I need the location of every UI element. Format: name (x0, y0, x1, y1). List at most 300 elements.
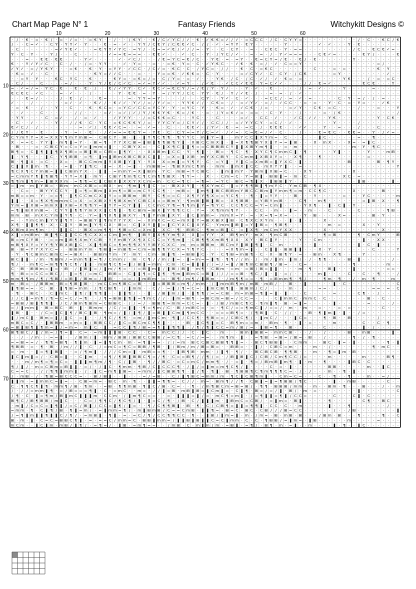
stitch-symbol: · (56, 81, 57, 86)
stitch-symbol: · (319, 120, 320, 125)
stitch-symbol: / (168, 90, 170, 95)
stitch-symbol: / (256, 256, 258, 261)
stitch-symbol: · (90, 95, 91, 100)
stitch-symbol: / (70, 61, 72, 66)
stitch-symbol: = (250, 130, 253, 135)
stitch-symbol: Y (89, 237, 92, 242)
stitch-symbol: / (36, 281, 38, 286)
stitch-symbol: = (21, 232, 24, 237)
stitch-symbol: ✓ (30, 120, 33, 125)
stitch-symbol: = (289, 105, 292, 110)
stitch-symbol: / (61, 325, 63, 330)
stitch-symbol: Y (119, 173, 122, 178)
stitch-symbol: / (41, 105, 43, 110)
stitch-symbol: · (241, 37, 242, 42)
stitch-symbol: C (177, 56, 180, 61)
stitch-symbol: C (70, 105, 73, 110)
stitch-symbol: · (339, 120, 340, 125)
stitch-symbol: · (358, 212, 359, 217)
stitch-symbol: · (95, 95, 96, 100)
stitch-symbol: ⊞ (16, 193, 19, 198)
stitch-symbol: m (147, 295, 151, 300)
stitch-symbol: Y (94, 217, 97, 222)
stitch-symbol: · (378, 310, 379, 315)
stitch-symbol: · (85, 120, 86, 125)
stitch-symbol: = (25, 247, 28, 252)
stitch-symbol: Y (148, 188, 151, 193)
stitch-symbol: = (35, 242, 38, 247)
stitch-symbol: ¶ (206, 227, 208, 232)
stitch-symbol: ⊞ (348, 256, 351, 261)
stitch-symbol: m (74, 320, 78, 325)
stitch-symbol: C (177, 37, 180, 42)
stitch-symbol: C (270, 315, 273, 320)
stitch-symbol: = (260, 51, 263, 56)
stitch-symbol: m (157, 305, 161, 310)
stitch-symbol: · (197, 183, 198, 188)
stitch-symbol: · (75, 81, 76, 86)
stitch-symbol: ¶ (167, 134, 169, 139)
stitch-symbol: = (104, 144, 107, 149)
stitch-symbol: · (353, 237, 354, 242)
stitch-symbol: Y (182, 86, 185, 91)
stitch-symbol: m (177, 295, 181, 300)
stitch-symbol: Y (275, 237, 278, 242)
stitch-symbol: ¶ (11, 271, 13, 276)
stitch-symbol: · (75, 227, 76, 232)
stitch-symbol: · (319, 76, 320, 81)
stitch-symbol: · (148, 281, 149, 286)
stitch-symbol: / (114, 315, 116, 320)
stitch-symbol: € (99, 95, 102, 100)
stitch-symbol: ⊞ (113, 295, 116, 300)
stitch-symbol: m (220, 266, 224, 271)
stitch-symbol: · (217, 232, 218, 237)
stitch-symbol: · (300, 134, 301, 139)
stitch-symbol: C (328, 208, 331, 213)
stitch-symbol: Y (211, 86, 214, 91)
stitch-symbol: · (80, 37, 81, 42)
stitch-symbol: ⊞ (89, 305, 92, 310)
stitch-symbol: = (250, 325, 253, 330)
stitch-symbol: ¶ (177, 232, 179, 237)
stitch-symbol: · (383, 90, 384, 95)
stitch-symbol: ❚ (152, 227, 155, 232)
stitch-symbol: ❚ (118, 149, 121, 154)
stitch-symbol: · (80, 61, 81, 66)
stitch-symbol: X (362, 222, 365, 227)
stitch-symbol: ❚ (99, 217, 102, 222)
stitch-symbol: C (36, 271, 39, 276)
stitch-symbol: · (90, 100, 91, 105)
stitch-symbol: = (11, 208, 14, 213)
stitch-symbol: · (178, 105, 179, 110)
stitch-symbol: € (216, 90, 219, 95)
stitch-symbol: ⊞ (69, 305, 72, 310)
stitch-symbol: · (392, 164, 393, 169)
stitch-symbol: = (40, 178, 43, 183)
stitch-symbol: € (172, 66, 175, 71)
stitch-symbol: · (95, 56, 96, 61)
stitch-symbol: Y (275, 183, 278, 188)
stitch-symbol: · (95, 130, 96, 135)
stitch-symbol: ❚ (299, 320, 302, 325)
stitch-symbol: ❚ (182, 154, 185, 159)
stitch-symbol: · (388, 164, 389, 169)
stitch-symbol: ❚ (274, 291, 277, 296)
stitch-symbol: · (285, 183, 286, 188)
stitch-symbol: · (61, 66, 62, 71)
stitch-symbol: m (299, 188, 303, 193)
stitch-symbol: · (329, 95, 330, 100)
stitch-symbol: m (177, 310, 181, 315)
stitch-symbol: ¶ (123, 315, 125, 320)
stitch-symbol: X (128, 178, 131, 183)
stitch-symbol: C (172, 247, 175, 252)
stitch-symbol: / (378, 291, 380, 296)
stitch-symbol: · (397, 266, 398, 271)
stitch-symbol: Y (187, 149, 190, 154)
stitch-symbol: = (79, 295, 82, 300)
stitch-symbol: · (173, 320, 174, 325)
stitch-symbol: · (388, 242, 389, 247)
stitch-symbol: · (334, 81, 335, 86)
stitch-symbol: · (334, 139, 335, 144)
stitch-symbol: C (289, 100, 292, 105)
stitch-symbol: · (261, 95, 262, 100)
stitch-symbol: C (260, 252, 263, 257)
stitch-symbol: · (353, 242, 354, 247)
stitch-symbol: ❚ (304, 281, 307, 286)
stitch-symbol: ❚ (84, 173, 87, 178)
stitch-symbol: ❚ (35, 330, 38, 335)
stitch-symbol: = (65, 164, 68, 169)
stitch-symbol: ⊞ (21, 281, 24, 286)
stitch-symbol: ❚ (147, 291, 150, 296)
stitch-symbol: · (353, 271, 354, 276)
stitch-symbol: = (79, 217, 82, 222)
stitch-symbol: = (245, 37, 248, 42)
stitch-symbol: · (353, 120, 354, 125)
stitch-symbol: m (186, 164, 190, 169)
stitch-symbol: · (100, 90, 101, 95)
stitch-symbol: ⊞ (11, 330, 14, 335)
stitch-symbol: C (221, 173, 224, 178)
stitch-symbol: ¶ (65, 134, 67, 139)
stitch-symbol: C (128, 330, 131, 335)
stitch-symbol: ❚ (21, 164, 24, 169)
stitch-symbol: · (222, 81, 223, 86)
stitch-symbol: m (152, 266, 156, 271)
stitch-symbol: C (358, 208, 361, 213)
stitch-symbol: ¶ (138, 310, 140, 315)
stitch-symbol: · (109, 115, 110, 120)
stitch-symbol: = (216, 178, 219, 183)
stitch-symbol: · (373, 76, 374, 81)
stitch-symbol: · (163, 178, 164, 183)
stitch-symbol: ⊞ (250, 266, 253, 271)
stitch-symbol: · (246, 212, 247, 217)
stitch-symbol: · (295, 76, 296, 81)
stitch-symbol: ⊞ (245, 242, 248, 247)
stitch-symbol: ❚ (299, 300, 302, 305)
stitch-symbol: = (147, 120, 150, 125)
stitch-symbol: m (69, 325, 73, 330)
stitch-symbol: = (191, 130, 194, 135)
stitch-symbol: · (378, 100, 379, 105)
stitch-symbol: = (235, 183, 238, 188)
stitch-symbol: ❚ (357, 178, 360, 183)
stitch-symbol: / (358, 105, 360, 110)
stitch-symbol: m (259, 144, 263, 149)
stitch-symbol: ⊞ (55, 256, 58, 261)
stitch-symbol: ¶ (236, 320, 238, 325)
stitch-symbol: · (188, 291, 189, 296)
stitch-symbol: C (270, 81, 273, 86)
stitch-symbol: X (162, 227, 165, 232)
stitch-symbol: ¶ (250, 139, 252, 144)
stitch-symbol: · (373, 222, 374, 227)
stitch-symbol: · (392, 56, 393, 61)
stitch-symbol: = (123, 76, 126, 81)
stitch-symbol: · (397, 144, 398, 149)
stitch-symbol: ¶ (41, 149, 43, 154)
stitch-symbol: · (31, 256, 32, 261)
stitch-symbol: · (139, 193, 140, 198)
stitch-symbol: · (305, 42, 306, 47)
stitch-symbol: = (250, 51, 253, 56)
stitch-symbol: ✓ (196, 100, 199, 105)
stitch-symbol: · (339, 217, 340, 222)
stitch-symbol: · (392, 154, 393, 159)
stitch-symbol: · (246, 61, 247, 66)
stitch-symbol: · (334, 86, 335, 91)
stitch-symbol: · (310, 139, 311, 144)
stitch-symbol: = (211, 130, 214, 135)
stitch-symbol: = (74, 149, 77, 154)
stitch-symbol: · (397, 66, 398, 71)
stitch-symbol: ❚ (69, 208, 72, 213)
stitch-symbol: · (188, 95, 189, 100)
stitch-symbol: / (114, 81, 116, 86)
stitch-symbol: = (230, 295, 233, 300)
stitch-symbol: m (225, 281, 229, 286)
stitch-symbol: / (227, 130, 229, 135)
stitch-symbol: X (231, 198, 234, 203)
stitch-symbol: m (255, 320, 259, 325)
stitch-symbol: C (231, 47, 234, 52)
stitch-symbol: = (162, 71, 165, 76)
stitch-symbol: · (61, 173, 62, 178)
stitch-symbol: € (158, 42, 161, 47)
stitch-symbol: · (75, 90, 76, 95)
stitch-symbol: ⊞ (99, 320, 102, 325)
stitch-symbol: = (74, 198, 77, 203)
stitch-symbol: ¶ (172, 203, 174, 208)
stitch-symbol: m (15, 212, 19, 217)
stitch-symbol: · (363, 217, 364, 222)
stitch-symbol: C (148, 252, 151, 257)
stitch-symbol: / (305, 56, 307, 61)
stitch-symbol: ❚ (21, 325, 24, 330)
stitch-symbol: m (89, 193, 93, 198)
stitch-symbol: · (46, 81, 47, 86)
stitch-symbol: ⊞ (265, 159, 268, 164)
stitch-symbol: ¶ (226, 256, 228, 261)
stitch-symbol: · (334, 193, 335, 198)
stitch-symbol: · (168, 188, 169, 193)
stitch-symbol: € (119, 120, 122, 125)
stitch-symbol: / (17, 315, 19, 320)
stitch-symbol: C (206, 71, 209, 76)
stitch-symbol: · (344, 159, 345, 164)
stitch-symbol: C (382, 295, 385, 300)
stitch-symbol: · (95, 105, 96, 110)
stitch-symbol: C (109, 242, 112, 247)
stitch-symbol: C (270, 227, 273, 232)
stitch-symbol: ⊞ (196, 198, 199, 203)
stitch-symbol: · (344, 237, 345, 242)
stitch-symbol: / (31, 100, 33, 105)
stitch-symbol: ¶ (275, 222, 277, 227)
stitch-symbol: Y (172, 90, 175, 95)
stitch-symbol: X (255, 149, 258, 154)
stitch-symbol: m (162, 256, 166, 261)
stitch-symbol: ⊞ (221, 237, 224, 242)
stitch-symbol: / (105, 81, 107, 86)
stitch-symbol: C (128, 139, 131, 144)
stitch-symbol: · (197, 110, 198, 115)
stitch-symbol: · (134, 217, 135, 222)
stitch-symbol: · (383, 76, 384, 81)
stitch-symbol: ¶ (324, 276, 326, 281)
stitch-symbol: Y (250, 237, 253, 242)
stitch-symbol: / (61, 95, 63, 100)
stitch-symbol: Y (241, 134, 244, 139)
stitch-symbol: = (201, 271, 204, 276)
stitch-symbol: m (55, 198, 59, 203)
stitch-symbol: C (55, 144, 58, 149)
stitch-symbol: ⊞ (104, 134, 107, 139)
stitch-symbol: · (392, 66, 393, 71)
stitch-symbol: · (329, 305, 330, 310)
stitch-symbol: · (178, 100, 179, 105)
stitch-symbol: · (353, 81, 354, 86)
stitch-symbol: / (236, 90, 238, 95)
stitch-symbol: · (392, 110, 393, 115)
stitch-symbol: · (148, 56, 149, 61)
stitch-symbol: ⊞ (167, 198, 170, 203)
stitch-symbol: ¶ (236, 247, 238, 252)
stitch-symbol: ❚ (196, 203, 199, 208)
stitch-symbol: · (378, 42, 379, 47)
stitch-symbol: ¶ (50, 198, 52, 203)
stitch-symbol: · (178, 320, 179, 325)
stitch-symbol: = (118, 203, 121, 208)
stitch-symbol: · (46, 286, 47, 291)
stitch-symbol: m (118, 256, 122, 261)
stitch-symbol: C (70, 261, 73, 266)
stitch-symbol: · (344, 61, 345, 66)
stitch-symbol: C (265, 115, 268, 120)
stitch-symbol: · (368, 95, 369, 100)
stitch-symbol: / (192, 325, 194, 330)
stitch-symbol: X (284, 159, 287, 164)
stitch-symbol: C (236, 149, 239, 154)
stitch-symbol: · (363, 232, 364, 237)
stitch-symbol: = (162, 183, 165, 188)
stitch-symbol: m (137, 286, 141, 291)
stitch-symbol: / (134, 266, 136, 271)
stitch-symbol: / (26, 300, 28, 305)
stitch-symbol: ⊞ (30, 300, 33, 305)
stitch-symbol: · (212, 115, 213, 120)
stitch-symbol: · (344, 286, 345, 291)
stitch-symbol: / (85, 61, 87, 66)
stitch-symbol: m (172, 198, 176, 203)
stitch-symbol: Y (65, 173, 68, 178)
stitch-symbol: · (363, 76, 364, 81)
stitch-symbol: C (26, 315, 29, 320)
stitch-symbol: · (383, 81, 384, 86)
stitch-symbol: · (139, 90, 140, 95)
stitch-symbol: Y (109, 159, 112, 164)
stitch-symbol: ⊞ (113, 271, 116, 276)
stitch-symbol: · (319, 300, 320, 305)
stitch-symbol: ¶ (123, 149, 125, 154)
stitch-symbol: · (66, 66, 67, 71)
stitch-symbol: Y (265, 217, 268, 222)
stitch-symbol: C (118, 125, 121, 130)
stitch-symbol: ✓ (138, 100, 141, 105)
stitch-symbol: · (183, 66, 184, 71)
stitch-symbol: C (231, 315, 234, 320)
stitch-symbol: · (319, 159, 320, 164)
stitch-symbol: C (21, 125, 24, 130)
stitch-symbol: / (144, 120, 146, 125)
stitch-symbol: · (368, 305, 369, 310)
stitch-symbol: ✓ (245, 100, 248, 105)
stitch-symbol: C (221, 61, 224, 66)
stitch-symbol: · (56, 286, 57, 291)
stitch-symbol: · (368, 178, 369, 183)
stitch-symbol: · (212, 247, 213, 252)
stitch-symbol: · (119, 95, 120, 100)
stitch-symbol: · (227, 203, 228, 208)
stitch-symbol: / (163, 266, 165, 271)
stitch-symbol: ¶ (16, 286, 18, 291)
stitch-symbol: · (80, 56, 81, 61)
stitch-symbol: ¶ (104, 295, 106, 300)
stitch-symbol: · (324, 266, 325, 271)
stitch-symbol: C (31, 149, 34, 154)
stitch-symbol: = (177, 178, 180, 183)
stitch-symbol: C (158, 193, 161, 198)
stitch-symbol: ¶ (221, 305, 223, 310)
stitch-symbol: · (295, 222, 296, 227)
stitch-symbol: C (45, 71, 48, 76)
stitch-symbol: X (153, 159, 156, 164)
stitch-symbol: · (80, 42, 81, 47)
stitch-symbol: / (236, 261, 238, 266)
stitch-symbol: X (84, 169, 87, 174)
stitch-symbol: ⊞ (167, 139, 170, 144)
stitch-symbol: / (100, 276, 102, 281)
stitch-symbol: · (392, 120, 393, 125)
stitch-symbol: ❚ (284, 178, 287, 183)
stitch-symbol: ✓ (11, 66, 14, 71)
stitch-symbol: / (75, 115, 77, 120)
